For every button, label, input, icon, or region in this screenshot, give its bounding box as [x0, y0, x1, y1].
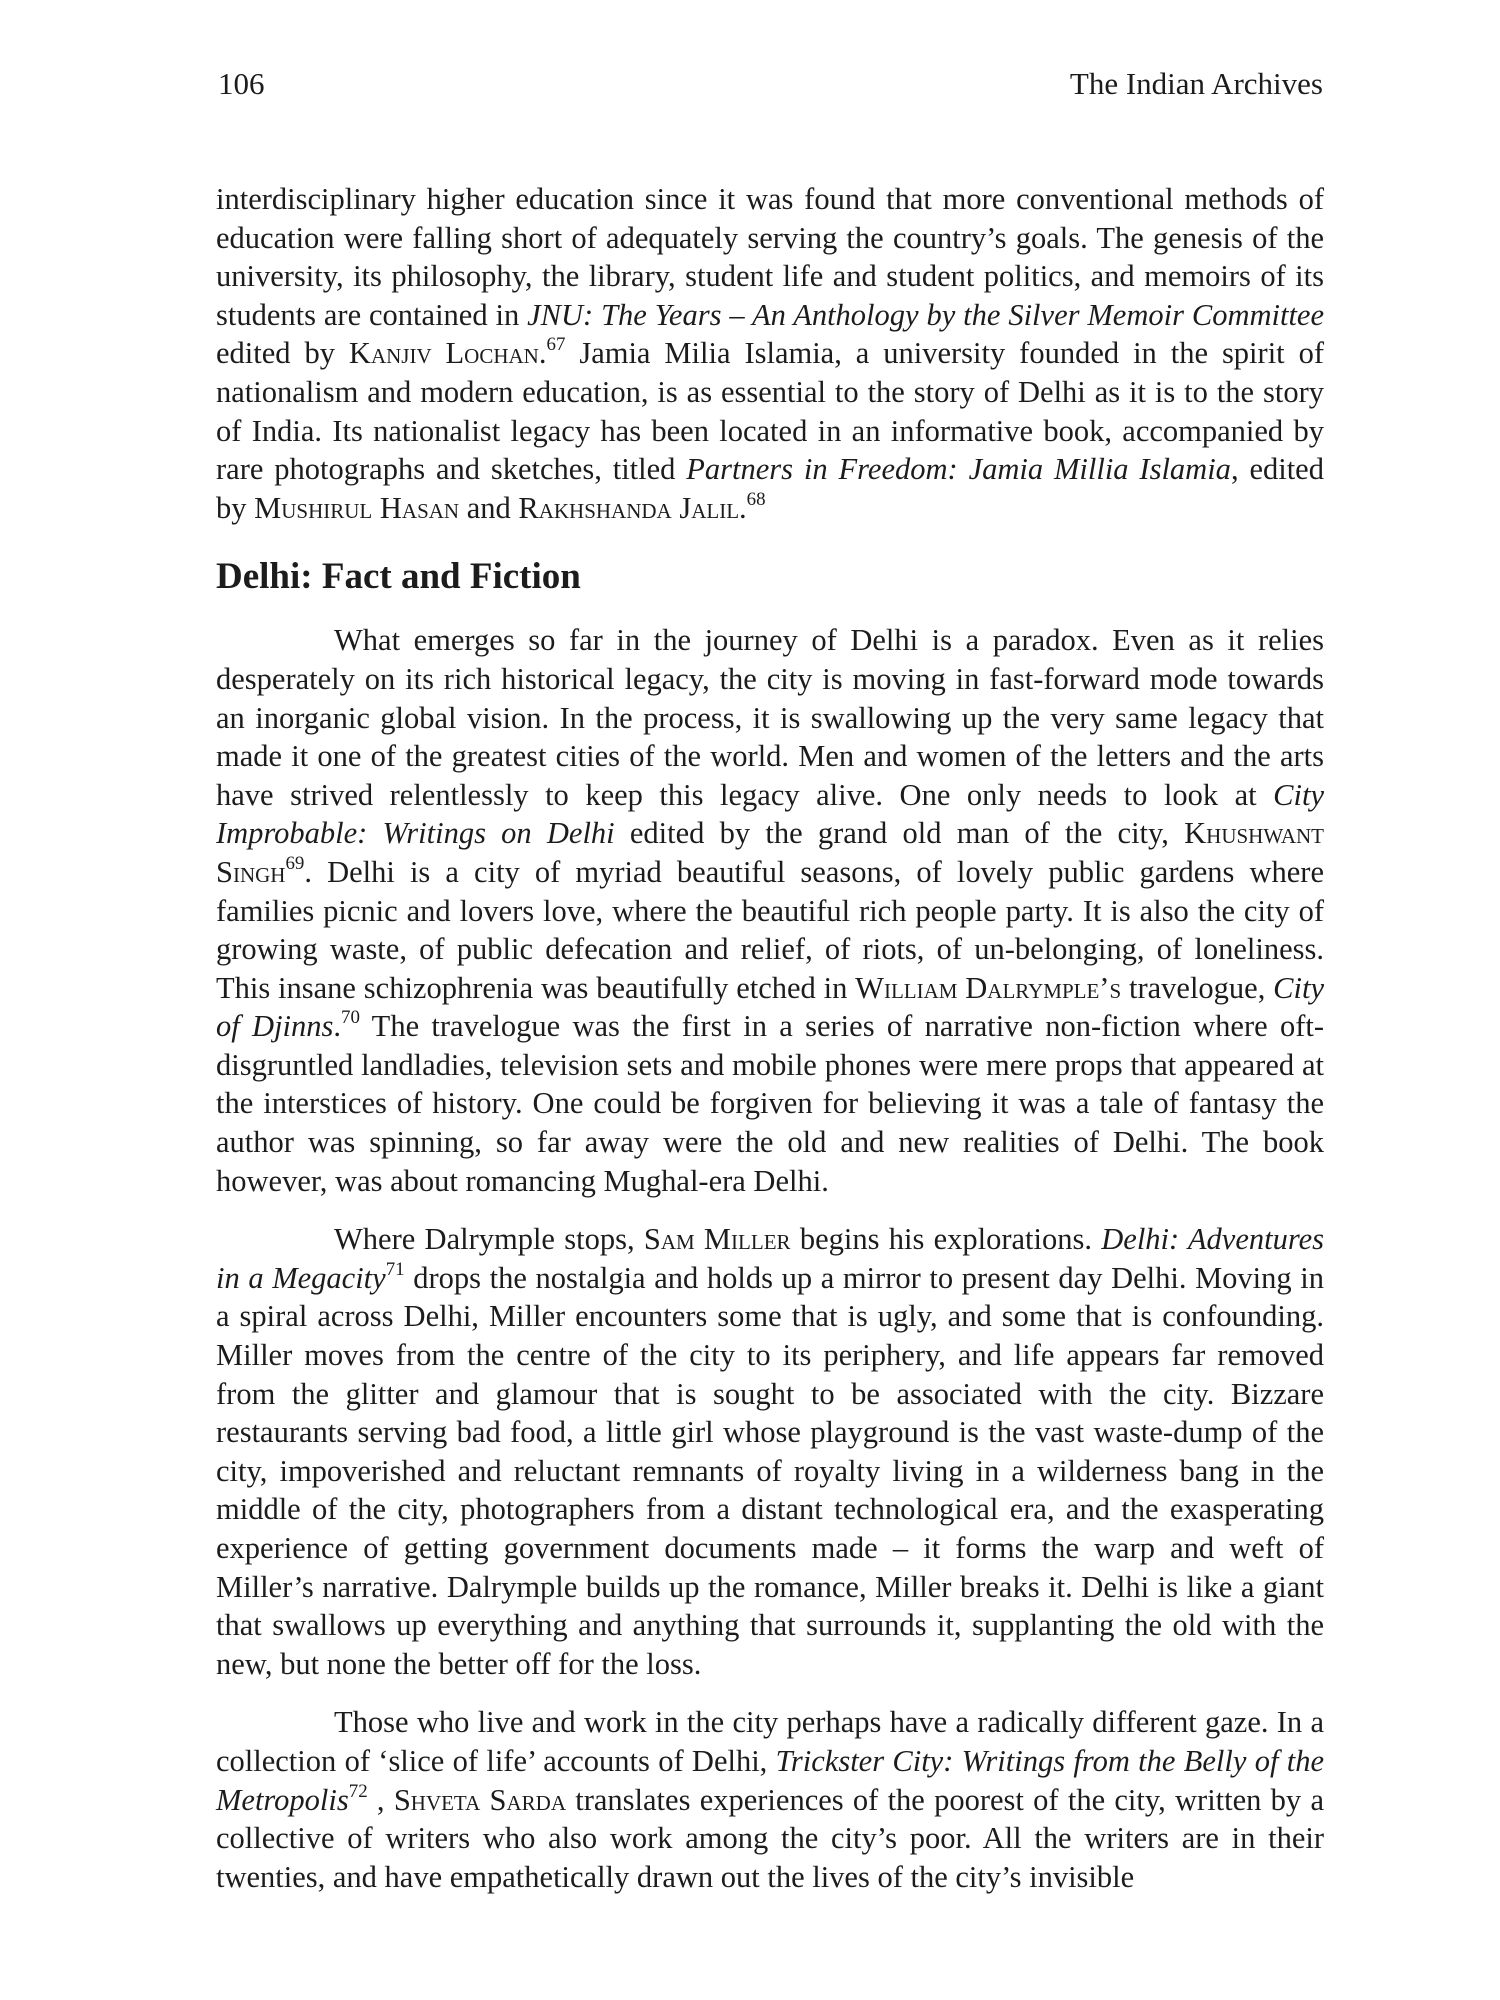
footnote-ref: 68 [746, 488, 766, 510]
author-name: William Dalrymple’s [855, 970, 1122, 1005]
author-name: Mushirul Hasan [254, 490, 460, 525]
book-title: Partners in Freedom: Jamia Millia Islamia [686, 452, 1231, 487]
running-header [218, 62, 1323, 106]
text-run: and [459, 490, 519, 525]
footnote-ref: 71 [385, 1258, 405, 1280]
author-name: Kanjiv Lochan [348, 336, 539, 371]
text-run: begins his explorations. [790, 1222, 1102, 1257]
text-run: The travelogue was the first in a series of narrative non-fiction where oft-disgruntled landladies, television sets and mobile phones were mere props that appeared at the interstices of history. One could be forgiven for believing it was a tale of fantasy the author was spinning, so far away were the old and new realities of Delhi. The book however, was about romancing Mughal-era Delhi. [216, 1009, 1324, 1198]
book-title: JNU: The Years – An Anthology by the Silver Memoir Committee [527, 297, 1324, 332]
paragraph-trickster-city [216, 1703, 1324, 1896]
text-run: edited by the grand old man of the city, [614, 816, 1185, 851]
author-name: Shveta Sarda [393, 1782, 566, 1817]
text-run: , [367, 1782, 394, 1817]
book-title: Trickster City: Writings from the Belly of the Metropolis [216, 1743, 1324, 1817]
book-title: Delhi: Adventures in a Megacity [216, 1222, 1324, 1295]
text-run: drops the nostalgia and holds up a mirror to present day Delhi. Moving in a spiral across Delhi, Miller encounters some that is ugly, and some that is confounding. Miller moves from the centre of the city to its periphery, and life appears far removed from the glitter and glamour that is sought to be associated with the city. Bizzare restaurants serving bad food, a little girl whose playground is the vast waste-dump of the city, impoverished and reluctant remnants of royalty living in a wilderness bang in the middle of the city, photographers from a distant technological era, and the exasperating experience of getting government documents made – it forms the warp and weft of Miller’s narrative. Dalrymple builds up the romance, Miller breaks it. Delhi is like a giant that swallows up everything and anything that surrounds it, supplanting the old with the new, but none the better off for the loss. [216, 1260, 1324, 1681]
text-run: travelogue, [1121, 970, 1274, 1005]
book-title: City of Djinns [216, 970, 1324, 1044]
footnote-ref: 67 [546, 334, 566, 356]
page-number: 106 [218, 66, 265, 101]
footnote-ref: 70 [341, 1007, 360, 1029]
text-run: . Delhi is a city of myriad beautiful seasons, of lovely public gardens where families picnic and lovers love, where the beautiful rich people party. It is also the city of growing waste, of public defecation and relief, of riots, of un-belonging, of loneliness. This insane schizophrenia was beautifully etched in [216, 854, 1324, 1005]
text-run: , edited by [216, 452, 1324, 525]
author-name: Rakhshanda Jalil [518, 490, 740, 525]
paragraph-sam-miller [216, 1220, 1324, 1683]
text-run: Those who live and work in the city perhaps have a radically different gaze. In a collection of ‘slice of life’ accounts of Delhi, [216, 1705, 1324, 1778]
book-title: City Improbable: Writings on Delhi [216, 777, 1324, 851]
section-heading: Delhi: Fact and Fiction [216, 556, 581, 598]
author-name: Khushwant Singh [216, 816, 1324, 889]
text-run: Jamia Milia Islamia, a university founded in the spirit of nationalism and modern education, is as essential to the story of Delhi as it is to the story of India. Its nationalist legacy has been located in an informative book, accompanied by rare photographs and sketches, titled [216, 336, 1324, 487]
running-title: The Indian Archives [1069, 66, 1323, 101]
text-run: Where Dalrymple stops, [334, 1222, 644, 1257]
text-run: What emerges so far in the journey of Delhi is a paradox. Even as it relies desperately on its rich historical legacy, the city is moving in fast-forward mode towards an inorganic global vision. In the process, it is swallowing up the very same legacy that made it one of the greatest cities of the world. Men and women of the letters and the arts have strived relentlessly to keep this legacy alive. One only needs to look at [216, 623, 1324, 812]
footnote-ref: 69 [285, 852, 305, 874]
main-text [216, 180, 1324, 1896]
paragraph-delhi-paradox: What emerges so far in the journey of Delhi is a paradox. Even as it relies desperately on its rich historical legacy, the city is moving in fast-forward mode towards an inorganic global vision. In the process, it is swallowing up the very same legacy that made it one of the greatest cities of the world. Men and women of the letters and the arts have strived relentlessly to keep this legacy alive. One only needs to look at City Improbable: Writings on Delhi edited by the grand old man of the city, Khushwant Singh$^{69}$. Delhi is a city of myriad beautiful seasons, of lovely public gardens where families picnic and lovers love, where the beautiful rich people party. It is also the city of growing waste, of public defecation and relief, of riots, of un-belonging, of loneliness. This insane schizophrenia was beautifully etched in William Dalrymple’s travelogue, City of Djinns.$^{70}$ The travelogue was the first in a series of narrative non-fiction where oft-disgruntled landladies, television sets and mobile phones were mere props that appeared at the interstices of history. One could be forgiven for believing it was a tale of fantasy the author was spinning, so far away were the old and new realities of Delhi. The book however, was about romancing Mughal-era Delhi. [216, 623, 1324, 1198]
paragraph-jnu-jamia: interdisciplinary higher education since it was found that more conventional methods of education were falling short of adequately serving the country’s goals. The genesis of the university, its philosophy, the library, student life and student politics, and memoirs of its students are contained in JNU: The Years – An Anthology by the Silver Memoir Committee edited by Kanjiv Lochan.$^{67}$ Jamia Milia Islamia, a university founded in the spirit of nationalism and modern education, is as essential to the story of Delhi as it is to the story of India. Its nationalist legacy has been located in an informative book, accompanied by rare photographs and sketches, titled Partners in Freedom: Jamia Millia Islamia, edited by Mushirul Hasan and Rakhshanda Jalil.$^{68}$ [216, 182, 1324, 525]
text-run: interdisciplinary higher education since it was found that more conventional methods of education were falling short of adequately serving the country’s goals. The genesis of the university, its philosophy, the library, student life and student politics, and memoirs of its students are contained in [216, 182, 1324, 332]
footnote-ref: 72 [348, 1780, 368, 1802]
author-name: Sam Miller [643, 1222, 791, 1257]
text-run: edited by [216, 336, 349, 371]
text-run: translates experiences of the poorest of the city, written by a collective of writers who also work among the city’s poor. All the writers are in their twenties, and have empathetically drawn out the lives of the city’s invisible [216, 1782, 1324, 1894]
